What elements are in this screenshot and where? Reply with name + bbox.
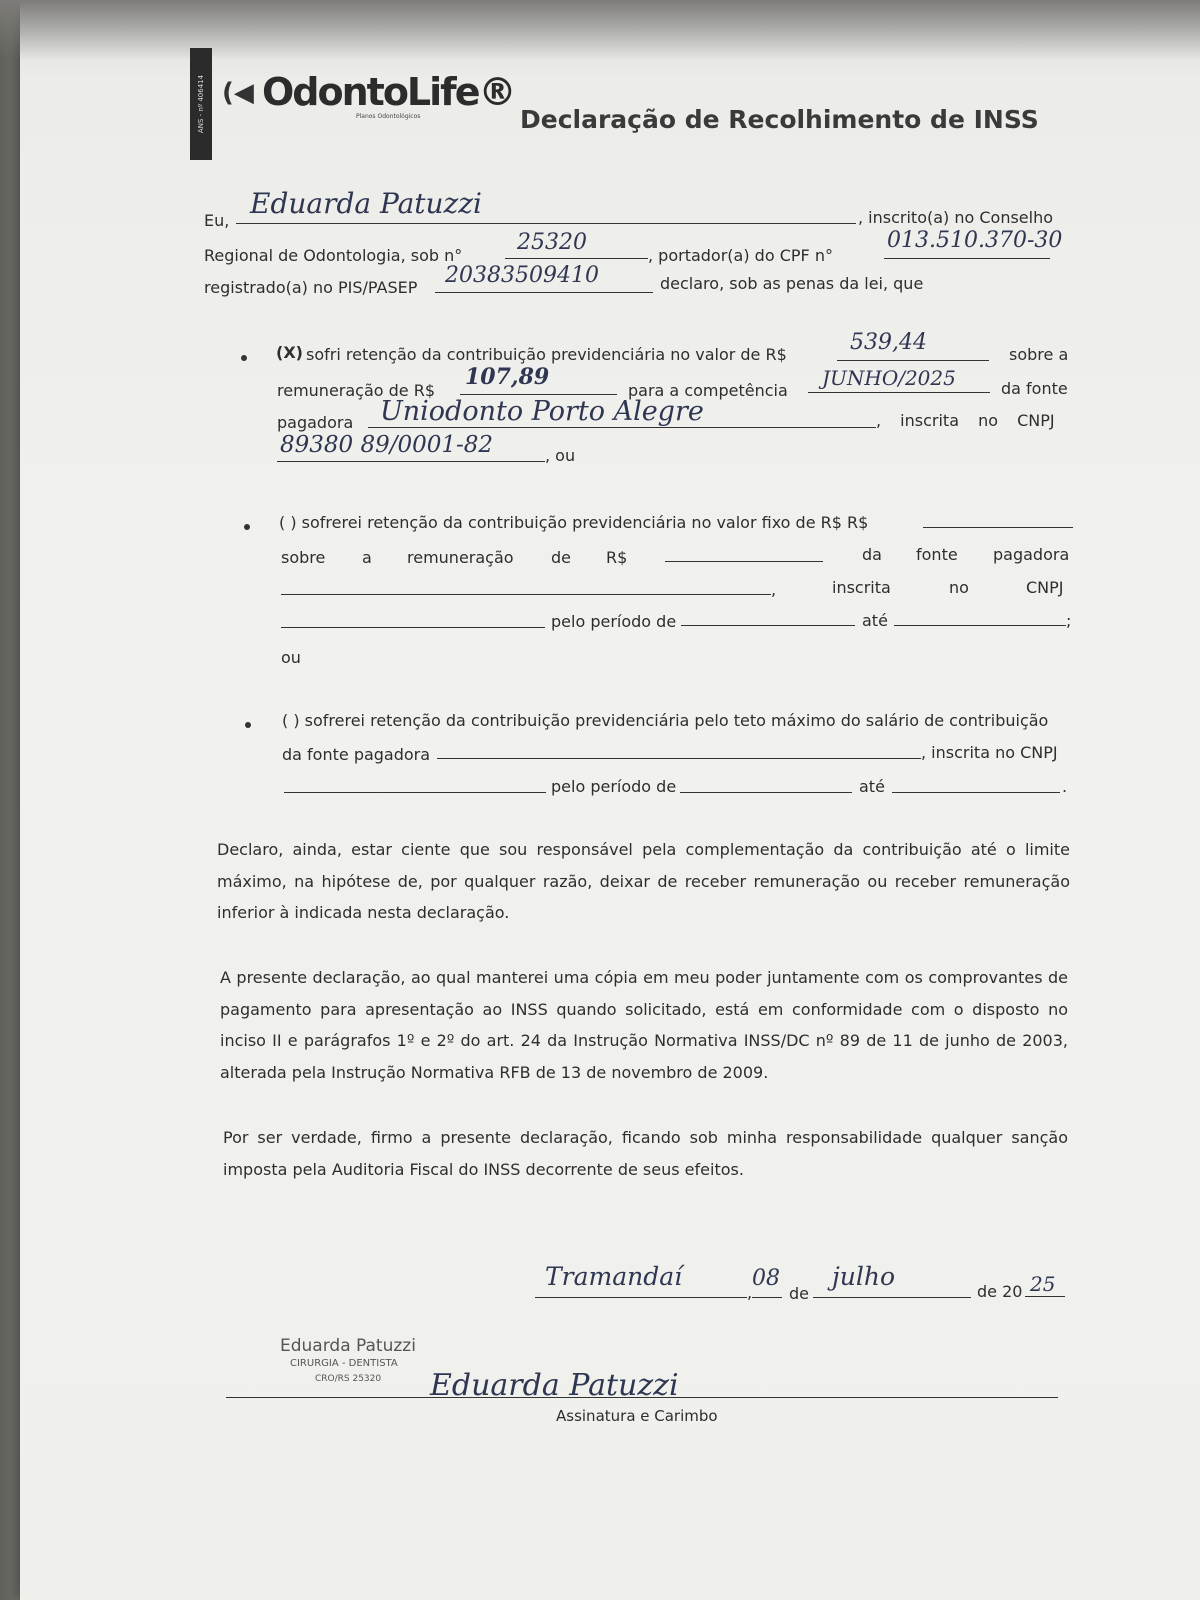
intro-declaro: declaro, sob as penas da lei, que — [660, 274, 924, 293]
option2-pagadora: pagadora — [993, 545, 1070, 564]
option2-cnpj: CNPJ — [1026, 578, 1064, 597]
option2-a: a — [362, 548, 372, 567]
intro-inscrito: , inscrito(a) no Conselho — [858, 208, 1054, 227]
stamp-cro: CRO/RS 25320 — [315, 1374, 382, 1384]
paragraph-truth: Por ser verdade, firmo a presente declaração, ficando sob minha responsabilidade qualquer sanção imposta pela Auditoria Fiscal do INSS decorrente de seus efeitos. — [223, 1128, 1068, 1179]
option1-checkbox[interactable]: (X) — [276, 343, 303, 362]
option2-sobre: sobre — [281, 548, 326, 567]
option2-inscrita: inscrita — [832, 578, 891, 597]
option2-valor-field[interactable] — [923, 527, 1073, 528]
option3-ate-field[interactable] — [892, 792, 1060, 793]
paragraph-legal-basis: A presente declaração, ao qual manterei uma cópia em meu poder juntamente com os comprovantes de pagamento para apresentação ao INSS quando solicitado, está em conformidade com o disposto no inciso II e parágrafos 1º e 2º do art. 24 da Instrução Normativa INSS/DC nº 89 de 11 de junho de 2003, alterada pela Instrução Normativa RFB de 13 de novembro de 2009. — [220, 968, 1068, 1082]
intro-portador: , portador(a) do CPF n° — [648, 246, 833, 265]
top-shadow — [0, 0, 1200, 60]
option3-line1: ( ) sofrerei retenção da contribuição previdenciária pelo teto máximo do salário de contribuição — [282, 711, 1049, 730]
intro-registrado: registrado(a) no PIS/PASEP — [204, 278, 418, 297]
name-field-line[interactable] — [236, 223, 856, 224]
bullet-3 — [245, 722, 251, 728]
competencia-field-line[interactable] — [808, 392, 990, 393]
day-handwritten: 08 — [752, 1266, 780, 1291]
option2-periodo: pelo período de — [551, 612, 677, 631]
option2-remun-field[interactable] — [665, 561, 823, 562]
option2-periodo-field[interactable] — [681, 625, 855, 626]
option2-comma: , — [771, 580, 777, 599]
pis-field-line[interactable] — [435, 292, 653, 293]
bullet-2 — [244, 524, 250, 530]
option1-remuneracao: remuneração de R$ — [277, 381, 436, 400]
option2-fonte-field[interactable] — [281, 594, 771, 595]
option2-fonte: fonte — [916, 545, 958, 564]
option2-da: da — [862, 545, 882, 564]
stamp-role: CIRURGIA - DENTISTA — [290, 1358, 398, 1369]
option3-periodo-field[interactable] — [680, 792, 852, 793]
paragraph-responsibility: Declaro, ainda, estar ciente que sou responsável pela complementação da contribuição até o limite máximo, na hipótese de, por qualquer razão, deixar de receber remuneração ou receber remuneração inferior à indicada nesta declaração. — [217, 840, 1070, 922]
option2-line1: ( ) sofrerei retenção da contribuição previdenciária no valor fixo de R$ R$ — [279, 513, 869, 532]
city-field-line[interactable] — [535, 1297, 747, 1298]
year-field-line[interactable] — [1025, 1296, 1065, 1297]
cnpj-handwritten: 89380 89/0001-82 — [280, 432, 494, 458]
cro-handwritten: 25320 — [517, 230, 587, 255]
option1-ou: , ou — [545, 446, 576, 465]
company-logo: OdontoLife® — [262, 70, 515, 114]
ans-registration: ANS - nº 406414 — [197, 74, 205, 134]
option3-ate: até — [859, 777, 885, 796]
fonte-field-line[interactable] — [368, 427, 876, 428]
option2-no: no — [949, 578, 969, 597]
option2-semicolon: ; — [1066, 611, 1072, 630]
cnpj-field-line[interactable] — [277, 461, 545, 462]
fonte-handwritten: Uniodonto Porto Alegre — [380, 396, 704, 427]
option1-inscrita-cnpj: , inscrita no CNPJ — [876, 411, 1055, 430]
cpf-field-line[interactable] — [884, 258, 1050, 259]
option2-rs: R$ — [606, 548, 628, 567]
option3-period-end: . — [1062, 777, 1068, 796]
option3-cnpj-field[interactable] — [284, 792, 546, 793]
option3-fonte-field[interactable] — [437, 758, 921, 759]
name-handwritten: Eduarda Patuzzi — [250, 187, 483, 220]
cro-field-line[interactable] — [505, 258, 648, 259]
option2-remuneracao: remuneração — [407, 548, 514, 567]
option1-line1: sofri retenção da contribuição previdenciária no valor de R$ — [306, 345, 787, 364]
signature-label: Assinatura e Carimbo — [556, 1407, 718, 1425]
intro-eu: Eu, — [204, 211, 230, 230]
competencia-handwritten: JUNHO/2025 — [822, 366, 956, 390]
remun-handwritten: 107,89 — [465, 364, 550, 390]
cpf-handwritten: 013.510.370-30 — [887, 228, 1063, 253]
logo-icon: (◀ — [222, 78, 254, 108]
option3-da-fonte: da fonte pagadora — [282, 745, 431, 764]
option1-sobre-a: sobre a — [1009, 345, 1069, 364]
signature-handwritten: Eduarda Patuzzi — [430, 1368, 679, 1403]
document-title: Declaração de Recolhimento de INSS — [520, 105, 1039, 134]
stamp-name: Eduarda Patuzzi — [280, 1336, 416, 1356]
day-field-line[interactable] — [752, 1297, 782, 1298]
bullet-1 — [241, 355, 247, 361]
option1-da-fonte: da fonte — [1001, 379, 1068, 398]
logo-subtitle: Planos Odontológicos — [356, 113, 421, 120]
option2-ate-field[interactable] — [894, 625, 1066, 626]
option1-pagadora: pagadora — [277, 413, 354, 432]
date-de: de — [789, 1284, 809, 1303]
option2-ate: até — [862, 611, 888, 630]
option2-cnpj-field[interactable] — [281, 627, 545, 628]
remun-field-line[interactable] — [460, 394, 617, 395]
option1-para-competencia: para a competência — [628, 381, 788, 400]
option3-periodo: pelo período de — [551, 777, 677, 796]
valor-handwritten: 539,44 — [850, 330, 927, 355]
intro-regional: Regional de Odontologia, sob n° — [204, 246, 463, 265]
signature-line[interactable] — [226, 1397, 1058, 1398]
year-handwritten: 25 — [1030, 1272, 1056, 1296]
option2-de: de — [551, 548, 571, 567]
valor-field-line[interactable] — [837, 360, 989, 361]
date-comma: , — [747, 1283, 753, 1302]
month-field-line[interactable] — [813, 1297, 971, 1298]
date-de-20: de 20 — [977, 1282, 1023, 1301]
city-handwritten: Tramandaí — [545, 1262, 683, 1291]
pis-handwritten: 20383509410 — [445, 263, 599, 288]
month-handwritten: julho — [832, 1262, 896, 1291]
option2-ou: ou — [281, 648, 301, 667]
option3-inscrita: , inscrita no CNPJ — [921, 743, 1058, 762]
